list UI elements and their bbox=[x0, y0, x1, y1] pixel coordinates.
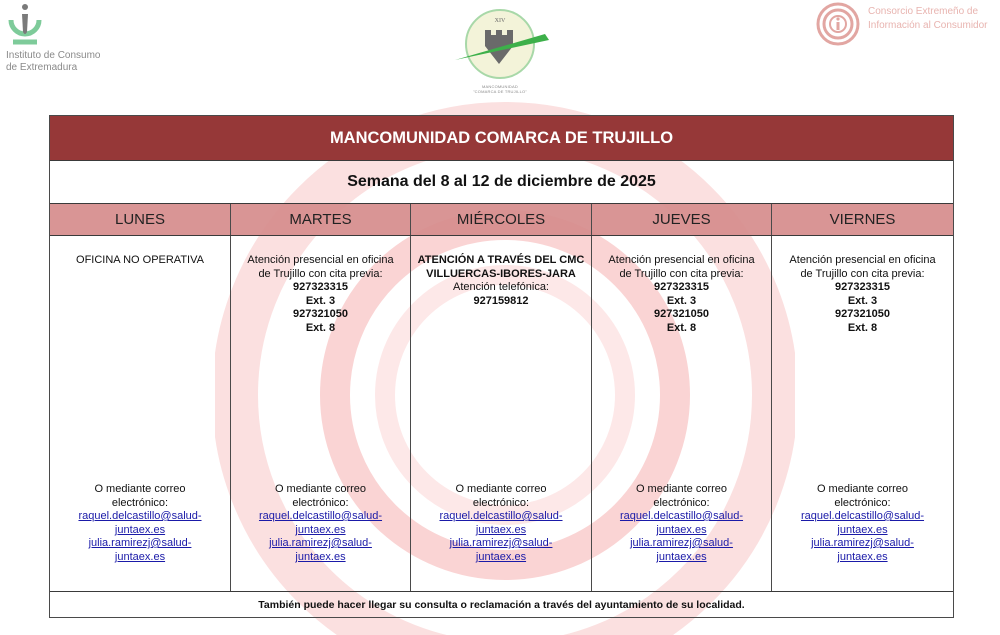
email-intro: electrónico: bbox=[834, 496, 891, 509]
email-intro: O mediante correo bbox=[635, 483, 728, 495]
info-line: de Trujillo con cita previa: bbox=[619, 267, 744, 280]
info-line: Atención presencial en oficina bbox=[247, 254, 394, 266]
logo-left-line2: de Extremadura bbox=[6, 62, 78, 73]
day-header-row bbox=[50, 204, 953, 236]
email-intro: O mediante correo bbox=[94, 483, 186, 495]
email-link-julia[interactable]: julia.ramirezj@salud- juntaex.es bbox=[88, 537, 192, 563]
phone-number: 927323315 bbox=[292, 281, 349, 293]
footer-note: También puede hacer llegar su consulta o reclamación a través del ayuntamiento de su localidad. bbox=[258, 598, 745, 611]
week-range: Semana del 8 al 12 de diciembre de 2025 bbox=[50, 161, 953, 204]
day-cell-martes bbox=[231, 236, 411, 591]
mancomunidad-logo bbox=[425, 4, 575, 96]
day-cell-viernes bbox=[772, 236, 953, 591]
info-circle-icon bbox=[815, 1, 861, 47]
info-line: Atención presencial en oficina bbox=[789, 254, 936, 266]
email-intro: O mediante correo bbox=[455, 483, 547, 495]
svg-text:XIV: XIV bbox=[494, 18, 506, 24]
email-link-julia[interactable]: julia.ramirezj@salud- juntaex.es bbox=[811, 537, 914, 563]
info-line: ATENCIÓN A TRAVÉS DEL CMC bbox=[417, 254, 585, 266]
phone-extension: Ext. 8 bbox=[666, 321, 697, 334]
logo-right-line2: Información al Consumidor bbox=[868, 20, 988, 31]
logo-right-line1: Consorcio Extremeño de bbox=[868, 6, 979, 17]
logo-center-line1: MANCOMUNIDAD bbox=[482, 84, 518, 89]
email-link-raquel[interactable]: raquel.delcastillo@salud- juntaex.es bbox=[439, 510, 563, 536]
schedule-table bbox=[49, 115, 954, 618]
logo-left-line1: Instituto de Consumo bbox=[6, 50, 101, 61]
phone-extension: Ext. 8 bbox=[847, 321, 878, 334]
email-link-julia[interactable]: julia.ramirezj@salud- juntaex.es bbox=[630, 537, 733, 563]
email-link-julia[interactable]: julia.ramirezj@salud- juntaex.es bbox=[449, 537, 553, 563]
phone-number: 927323315 bbox=[834, 281, 891, 293]
info-line: VILLUERCAS-IBORES-JARA bbox=[426, 267, 576, 280]
email-link-raquel[interactable]: raquel.delcastillo@salud- juntaex.es bbox=[78, 510, 202, 536]
phone-number: 927159812 bbox=[473, 294, 529, 307]
phone-number: 927321050 bbox=[292, 308, 349, 320]
phone-extension: Ext. 3 bbox=[666, 294, 697, 307]
email-intro: O mediante correo bbox=[274, 483, 367, 495]
header-lunes: LUNES bbox=[50, 204, 231, 235]
email-intro: O mediante correo bbox=[816, 483, 909, 495]
header-jueves: JUEVES bbox=[592, 204, 772, 235]
instituto-consumo-logo bbox=[0, 0, 130, 80]
day-cell-miercoles bbox=[411, 236, 592, 591]
phone-number: 927323315 bbox=[653, 281, 710, 293]
day-content-row bbox=[50, 236, 953, 592]
email-link-raquel[interactable]: raquel.delcastillo@salud- juntaex.es bbox=[800, 510, 925, 536]
email-intro: electrónico: bbox=[292, 496, 349, 509]
info-line: Atención telefónica: bbox=[452, 281, 549, 293]
header-martes: MARTES bbox=[231, 204, 411, 235]
consorcio-logo bbox=[815, 0, 1000, 45]
day-cell-jueves bbox=[592, 236, 772, 591]
info-line: de Trujillo con cita previa: bbox=[258, 267, 383, 280]
logo-center-line2: "COMARCA DE TRUJILLO" bbox=[473, 89, 527, 94]
email-link-julia[interactable]: julia.ramirezj@salud- juntaex.es bbox=[269, 537, 372, 563]
status-text: OFICINA NO OPERATIVA bbox=[76, 254, 204, 266]
header-viernes: VIERNES bbox=[829, 211, 896, 228]
email-intro: electrónico: bbox=[111, 496, 169, 509]
day-cell-lunes bbox=[50, 236, 231, 591]
info-line: de Trujillo con cita previa: bbox=[800, 267, 925, 280]
email-intro: electrónico: bbox=[653, 496, 710, 509]
info-person-icon bbox=[5, 2, 45, 48]
phone-number: 927321050 bbox=[834, 308, 891, 320]
table-title: MANCOMUNIDAD COMARCA DE TRUJILLO bbox=[50, 116, 953, 161]
header-miercoles: MIÉRCOLES bbox=[411, 204, 592, 235]
email-intro: electrónico: bbox=[472, 496, 530, 509]
info-line: Atención presencial en oficina bbox=[608, 254, 755, 266]
castle-tower-icon bbox=[425, 4, 575, 84]
email-link-raquel[interactable]: raquel.delcastillo@salud- juntaex.es bbox=[258, 510, 383, 536]
email-link-raquel[interactable]: raquel.delcastillo@salud- juntaex.es bbox=[619, 510, 744, 536]
phone-extension: Ext. 3 bbox=[305, 294, 336, 307]
phone-extension: Ext. 3 bbox=[847, 294, 878, 307]
phone-number: 927321050 bbox=[653, 308, 710, 320]
phone-extension: Ext. 8 bbox=[305, 321, 336, 334]
